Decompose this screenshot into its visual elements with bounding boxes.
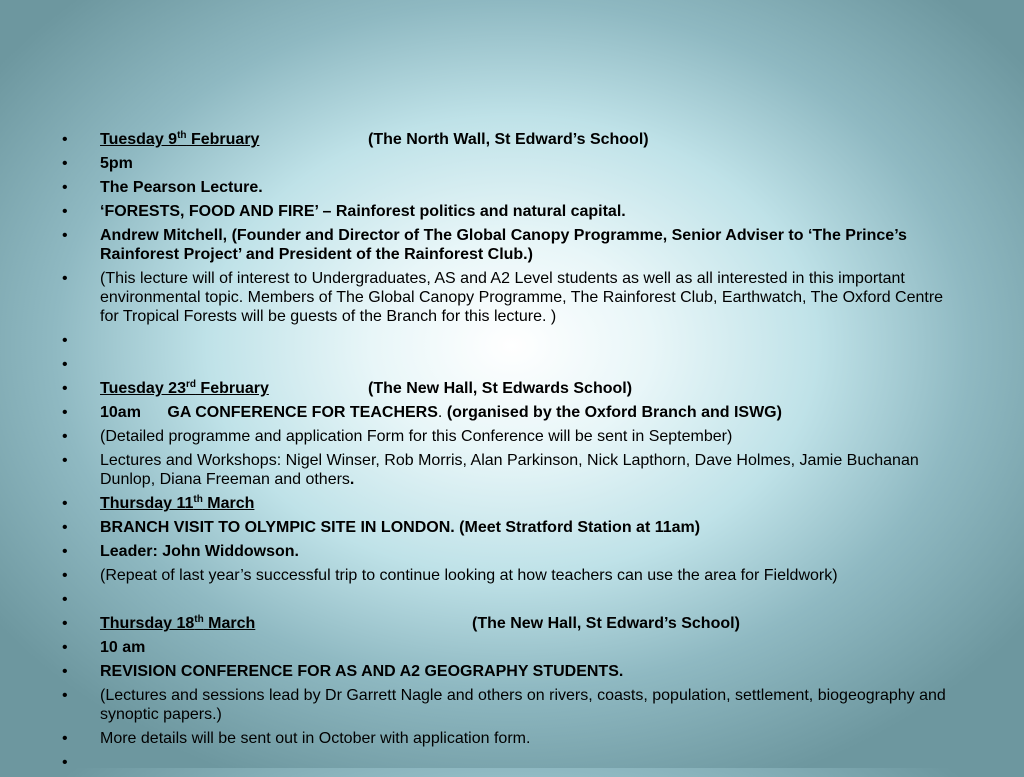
list-item-empty (62, 355, 962, 374)
bullet-icon: • (62, 227, 68, 244)
list-item (62, 130, 962, 149)
bullet-icon: • (62, 428, 68, 445)
bullet-icon: • (62, 615, 68, 632)
list-item (62, 427, 962, 446)
list-item (62, 226, 962, 264)
bullet-icon: • (62, 687, 68, 704)
bullet-icon: • (62, 270, 68, 287)
bullet-icon: • (62, 155, 68, 172)
event-title: GA CONFERENCE FOR TEACHERS (167, 404, 438, 421)
event-venue: (The New Hall, St Edwards School) (368, 380, 633, 397)
list-item (62, 566, 962, 585)
list-item (62, 269, 962, 326)
event-date: Thursday 18th March (100, 614, 256, 632)
list-item (62, 729, 962, 748)
list-item (62, 542, 962, 561)
list-item (62, 494, 962, 513)
bullet-icon: • (62, 356, 68, 373)
event-more-details: More details will be sent out in October with application form. (100, 730, 531, 747)
bullet-icon: • (62, 639, 68, 656)
event-date: Tuesday 23rd February (100, 379, 269, 397)
bullet-icon: • (62, 730, 68, 747)
bullet-icon: • (62, 754, 68, 771)
list-item (62, 614, 962, 633)
event-title: BRANCH VISIT TO OLYMPIC SITE IN LONDON. (100, 519, 455, 536)
event-venue: (The New Hall, St Edward’s School) (472, 615, 740, 632)
bullet-icon: • (62, 179, 68, 196)
event-leader: Leader: John Widdowson. (100, 543, 299, 560)
list-item (62, 518, 962, 537)
bullet-icon: • (62, 591, 68, 608)
list-item (62, 154, 962, 173)
list-item (62, 403, 962, 422)
list-item (62, 178, 962, 197)
event-time: 5pm (100, 155, 133, 172)
bullet-icon: • (62, 131, 68, 148)
bullet-icon: • (62, 452, 68, 469)
list-item-empty (62, 590, 962, 609)
list-item (62, 451, 962, 489)
event-venue: (The North Wall, St Edward’s School) (368, 131, 649, 148)
list-item (62, 202, 962, 221)
bullet-icon: • (62, 519, 68, 536)
list-item (62, 662, 962, 681)
event-note: (This lecture will of interest to Undergraduates, AS and A2 Level students as well as all interested in this important environmental topic. Members of The Global Canopy Programme, The Rainforest Club, Earthwatch, The Oxford Centre for Tropical Forests will be guests of the Branch for this lecture. ) (100, 270, 944, 325)
event-lecture-name: The Pearson Lecture. (100, 179, 263, 196)
list-item-empty (62, 753, 962, 772)
event-lecturers: Lectures and Workshops: Nigel Winser, Rob Morris, Alan Parkinson, Nick Lapthorn, Dave Holmes, Jamie Buchanan Dunlop, Diana Freeman and others (100, 452, 919, 488)
bullet-icon: • (62, 543, 68, 560)
bullet-icon: • (62, 203, 68, 220)
event-list (62, 130, 962, 777)
event-date: Tuesday 9th February (100, 130, 260, 148)
list-item-empty (62, 331, 962, 350)
bullet-icon: • (62, 663, 68, 680)
event-speaker: Andrew Mitchell, (Founder and Director of The Global Canopy Programme, Senior Adviser to ‘The Prince’s Rainforest Project’ and President of the Rainforest Club.) (100, 227, 907, 263)
event-note: (Detailed programme and application Form for this Conference will be sent in September) (100, 428, 733, 445)
event-title: ‘FORESTS, FOOD AND FIRE’ – Rainforest politics and natural capital. (100, 203, 626, 220)
event-time: 10am (100, 404, 141, 421)
event-note: (Repeat of last year’s successful trip to continue looking at how teachers can use the area for Fieldwork) (100, 567, 838, 584)
event-lecturers-dot: . (349, 471, 355, 488)
list-item (62, 379, 962, 398)
event-note: (Lectures and sessions lead by Dr Garrett Nagle and others on rivers, coasts, population, settlement, biogeography and synoptic papers.) (100, 687, 946, 723)
event-title-dot: . (437, 404, 443, 421)
bullet-icon: • (62, 567, 68, 584)
list-item (62, 686, 962, 724)
bullet-icon: • (62, 495, 68, 512)
event-date: Thursday 11th March (100, 494, 255, 512)
list-item (62, 638, 962, 657)
event-time: 10 am (100, 639, 146, 656)
bullet-icon: • (62, 404, 68, 421)
event-title: REVISION CONFERENCE FOR AS AND A2 GEOGRAPHY STUDENTS. (100, 663, 624, 680)
bullet-icon: • (62, 332, 68, 349)
event-meeting-point: (Meet Stratford Station at 11am) (459, 519, 701, 536)
event-organiser: (organised by the Oxford Branch and ISWG) (446, 404, 782, 421)
bullet-icon: • (62, 380, 68, 397)
